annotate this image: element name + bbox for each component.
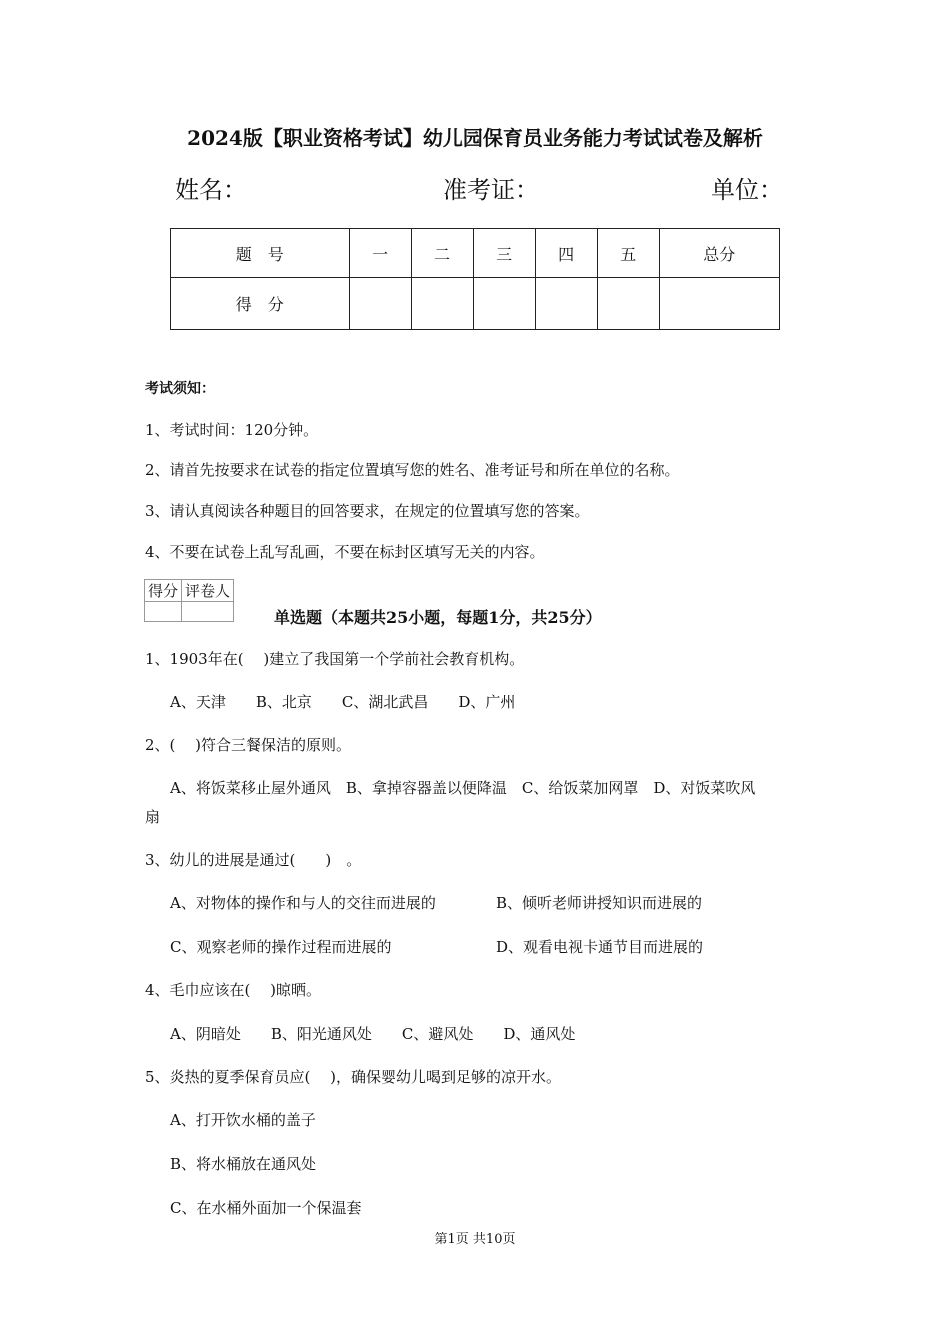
question-option: B、将水桶放在通风处 — [170, 1155, 317, 1173]
question-stem: 4、毛巾应该在( )晾晒。 — [145, 981, 322, 999]
score-table-score-row — [171, 278, 780, 330]
score-cell[interactable] — [535, 278, 597, 330]
score-header-cell: 四 — [535, 229, 597, 278]
question-option: B、倾听老师讲授知识而进展的 — [496, 894, 703, 912]
exam-number-label: 准考证： — [443, 176, 539, 204]
notice-item: 3、请认真阅读各种题目的回答要求，在规定的位置填写您的答案。 — [145, 502, 590, 520]
question-stem: 2、( )符合三餐保洁的原则。 — [145, 736, 352, 754]
score-row-label: 得 分 — [171, 278, 350, 330]
score-header-cell: 三 — [473, 229, 535, 278]
score-header-cell: 五 — [597, 229, 659, 278]
notice-heading: 考试须知： — [145, 381, 215, 397]
score-header-cell: 总分 — [659, 229, 779, 278]
question-options: A、阴暗处 B、阳光通风处 C、避风处 D、通风处 — [170, 1025, 576, 1043]
question-option: C、在水桶外面加一个保温套 — [170, 1199, 362, 1217]
name-label: 姓名： — [175, 176, 247, 204]
score-cell[interactable] — [597, 278, 659, 330]
score-table — [170, 228, 780, 330]
score-cell[interactable] — [349, 278, 411, 330]
page-title: 2024版【职业资格考试】幼儿园保育员业务能力考试试卷及解析 — [187, 126, 763, 150]
grader-table — [144, 579, 234, 622]
question-stem: 3、幼儿的进展是通过( ) 。 — [145, 851, 362, 869]
grader-name-cell[interactable] — [182, 602, 234, 622]
question-option: A、对物体的操作和与人的交往而进展的 — [170, 894, 436, 912]
score-header-cell: 一 — [349, 229, 411, 278]
question-option: A、打开饮水桶的盖子 — [170, 1111, 316, 1129]
question-stem: 1、1903年在( )建立了我国第一个学前社会教育机构。 — [145, 650, 525, 668]
grader-name-label: 评卷人 — [182, 580, 234, 602]
question-option: D、观看电视卡通节目而进展的 — [496, 938, 704, 956]
score-header-cell: 二 — [411, 229, 473, 278]
grader-score-cell[interactable] — [145, 602, 182, 622]
question-options: 扇 — [145, 808, 161, 826]
question-options: A、天津 B、北京 C、湖北武昌 D、广州 — [170, 693, 516, 711]
question-option: C、观察老师的操作过程而进展的 — [170, 938, 392, 956]
notice-item: 1、考试时间：120分钟。 — [145, 421, 319, 439]
score-header-cell: 题 号 — [171, 229, 350, 278]
question-options: A、将饭菜移止屋外通风 B、拿掉容器盖以便降温 C、给饭菜加网罩 D、对饭菜吹风 — [170, 779, 756, 797]
page-footer: 第1页 共10页 — [434, 1232, 516, 1247]
score-cell[interactable] — [473, 278, 535, 330]
unit-label: 单位： — [711, 176, 783, 204]
score-table-header-row — [171, 229, 780, 278]
question-stem: 5、炎热的夏季保育员应( )，确保婴幼儿喝到足够的凉开水。 — [145, 1068, 562, 1086]
section-heading: 单选题（本题共25小题，每题1分，共25分） — [274, 608, 602, 627]
score-cell[interactable] — [659, 278, 779, 330]
grader-score-label: 得分 — [145, 580, 182, 602]
notice-item: 2、请首先按要求在试卷的指定位置填写您的姓名、准考证号和所在单位的名称。 — [145, 461, 680, 479]
notice-item: 4、不要在试卷上乱写乱画，不要在标封区填写无关的内容。 — [145, 543, 545, 561]
score-cell[interactable] — [411, 278, 473, 330]
